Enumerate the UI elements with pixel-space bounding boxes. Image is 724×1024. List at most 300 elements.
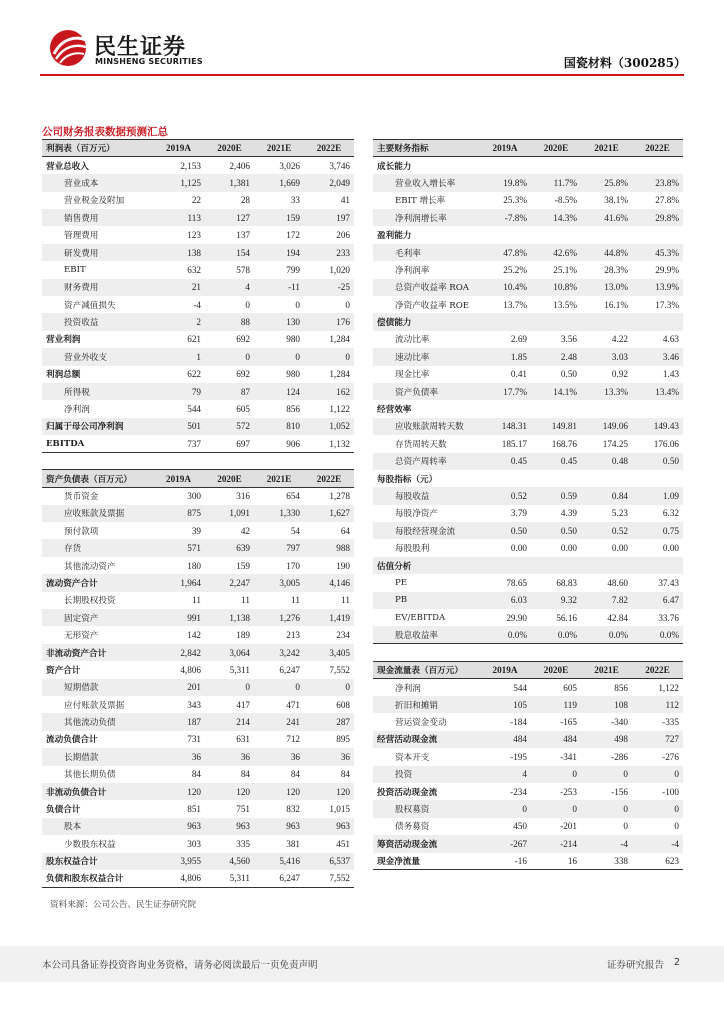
value-cell: 1,627 bbox=[304, 505, 354, 522]
value-cell: 13.0% bbox=[581, 279, 632, 296]
value-cell: 113 bbox=[152, 209, 205, 226]
value-cell: 4 bbox=[479, 766, 531, 783]
value-cell: 162 bbox=[304, 383, 354, 400]
row-label: 每股经营现金流 bbox=[373, 522, 479, 539]
table-row bbox=[373, 626, 683, 643]
value-cell: 64 bbox=[340, 525, 350, 536]
table-row bbox=[373, 435, 683, 452]
value-cell: 0 bbox=[674, 821, 679, 832]
value-cell: 6.32 bbox=[662, 508, 679, 519]
value-cell: 2,406 bbox=[229, 160, 250, 171]
row-label: 其他流动负债 bbox=[42, 713, 152, 730]
value-cell bbox=[531, 557, 581, 574]
value-cell: 241 bbox=[254, 713, 304, 730]
header-divider bbox=[40, 74, 684, 76]
table-row bbox=[42, 696, 354, 713]
value-cell: -214 bbox=[531, 835, 581, 852]
value-cell: 692 bbox=[236, 369, 250, 380]
table-row bbox=[373, 783, 683, 800]
table-row bbox=[373, 574, 683, 591]
value-cell: -267 bbox=[479, 835, 531, 852]
value-cell: 0.45 bbox=[531, 453, 581, 470]
value-cell: -286 bbox=[611, 751, 628, 762]
value-cell: 108 bbox=[581, 696, 632, 713]
value-cell: 0 bbox=[254, 348, 304, 365]
table-row bbox=[373, 400, 683, 417]
column-header: 2022E bbox=[304, 140, 354, 157]
value-cell: 1,015 bbox=[329, 804, 350, 815]
column-header: 2021E bbox=[581, 661, 632, 678]
value-cell: 1,276 bbox=[254, 609, 304, 626]
value-cell: -195 bbox=[510, 751, 527, 762]
table-row bbox=[373, 557, 683, 574]
value-cell: 6.03 bbox=[479, 592, 531, 609]
left-table-body bbox=[42, 140, 354, 888]
row-label: 货币资金 bbox=[64, 492, 99, 503]
value-cell: 10.8% bbox=[531, 279, 581, 296]
value-cell: 23.8% bbox=[632, 174, 683, 191]
value-cell: 2,049 bbox=[304, 174, 354, 191]
value-cell: 3,005 bbox=[254, 574, 304, 591]
value-cell: 25.1% bbox=[553, 264, 577, 275]
value-cell: 11 bbox=[291, 595, 300, 606]
table-header-row bbox=[42, 140, 354, 157]
column-header: 2019A bbox=[479, 140, 531, 157]
value-cell: 29.90 bbox=[506, 612, 527, 623]
value-cell bbox=[581, 313, 632, 330]
value-cell: 1,122 bbox=[658, 682, 679, 693]
value-cell: 0.0% bbox=[581, 626, 632, 643]
row-label: 管理费用 bbox=[64, 231, 99, 242]
value-cell: 471 bbox=[286, 699, 300, 710]
table-row bbox=[42, 226, 354, 243]
logo-text-cn: 民生证券 bbox=[94, 35, 187, 60]
value-cell: 233 bbox=[304, 244, 354, 261]
value-cell: 1,132 bbox=[304, 435, 354, 452]
value-cell: 168.76 bbox=[551, 438, 577, 449]
table-row bbox=[373, 418, 683, 435]
value-cell: 78.65 bbox=[506, 577, 527, 588]
value-cell: 5,311 bbox=[205, 870, 254, 887]
value-cell: -234 bbox=[510, 786, 527, 797]
value-cell: 10.4% bbox=[479, 279, 531, 296]
value-cell: 737 bbox=[152, 435, 205, 452]
table-row bbox=[373, 679, 683, 696]
value-cell: 0.50 bbox=[560, 369, 577, 380]
value-cell: 3,242 bbox=[254, 644, 304, 661]
value-cell: 4,806 bbox=[152, 870, 205, 887]
page-number: 2 bbox=[673, 957, 680, 968]
row-label: 估值分析 bbox=[373, 557, 479, 574]
row-label: 其他流动资产 bbox=[64, 561, 116, 572]
value-cell: 697 bbox=[205, 435, 254, 452]
column-header: 2022E bbox=[304, 470, 354, 487]
value-cell: 123 bbox=[187, 230, 201, 241]
row-label: 资产合计 bbox=[46, 665, 81, 676]
value-cell: 0.0% bbox=[632, 626, 683, 643]
value-cell: 6,537 bbox=[304, 853, 354, 870]
value-cell: 149.81 bbox=[531, 418, 581, 435]
row-label: EV/EBITDA bbox=[395, 612, 446, 623]
value-cell: -25 bbox=[304, 279, 354, 296]
minsheng-logo-icon bbox=[48, 28, 90, 68]
table-row bbox=[42, 313, 354, 330]
value-cell: 197 bbox=[304, 209, 354, 226]
table-row bbox=[42, 174, 354, 191]
value-cell: 142 bbox=[187, 630, 201, 641]
value-cell: 4,560 bbox=[205, 853, 254, 870]
row-label: 现金净流量 bbox=[373, 853, 479, 870]
row-label: 归属于母公司净利润 bbox=[42, 418, 152, 435]
value-cell: 112 bbox=[632, 696, 683, 713]
row-label: EBIT bbox=[64, 264, 86, 275]
value-cell: 119 bbox=[531, 696, 581, 713]
table-row bbox=[373, 853, 683, 870]
value-cell: -340 bbox=[611, 717, 628, 728]
value-cell: 37.43 bbox=[658, 577, 679, 588]
row-label: 总资产周转率 bbox=[373, 453, 479, 470]
value-cell: 1,284 bbox=[329, 334, 350, 345]
value-cell: 316 bbox=[236, 491, 250, 502]
row-label: 投资活动现金流 bbox=[377, 787, 438, 798]
table-header-row bbox=[373, 661, 683, 678]
value-cell: 3,405 bbox=[304, 644, 354, 661]
value-cell: 36 bbox=[205, 748, 254, 765]
value-cell: 189 bbox=[236, 630, 250, 641]
value-cell: 127 bbox=[205, 209, 254, 226]
row-label: 负债和股东权益合计 bbox=[42, 870, 152, 887]
value-cell: -11 bbox=[254, 279, 304, 296]
value-cell bbox=[581, 470, 632, 487]
value-cell: 2 bbox=[152, 313, 205, 330]
value-cell: 498 bbox=[581, 731, 632, 748]
row-label: 营运资金变动 bbox=[395, 718, 447, 729]
value-cell: 79 bbox=[152, 383, 205, 400]
table-row bbox=[42, 818, 354, 835]
column-header: 2020E bbox=[205, 140, 254, 157]
row-label: 每股指标（元） bbox=[377, 474, 438, 485]
value-cell: 159 bbox=[254, 209, 304, 226]
value-cell: 41.6% bbox=[581, 209, 632, 226]
value-cell: 731 bbox=[187, 734, 201, 745]
row-label: 固定资产 bbox=[42, 609, 152, 626]
value-cell bbox=[632, 557, 683, 574]
value-cell: 22 bbox=[191, 195, 201, 206]
value-cell: 632 bbox=[187, 264, 201, 275]
value-cell: 33.76 bbox=[658, 612, 679, 623]
row-label: 净利润 bbox=[395, 683, 421, 694]
table-row bbox=[373, 505, 683, 522]
value-cell bbox=[581, 400, 632, 417]
value-cell: 105 bbox=[479, 696, 531, 713]
column-header: 2020E bbox=[531, 661, 581, 678]
value-cell: 41 bbox=[340, 195, 350, 206]
table-row bbox=[42, 279, 354, 296]
row-label: 股息收益率 bbox=[373, 626, 479, 643]
table-row bbox=[373, 592, 683, 609]
value-cell: 38.1% bbox=[604, 195, 628, 206]
value-cell: 176 bbox=[304, 313, 354, 330]
value-cell: 25.2% bbox=[503, 264, 527, 275]
value-cell: 3.03 bbox=[581, 348, 632, 365]
value-cell: 0 bbox=[304, 679, 354, 696]
value-cell: 727 bbox=[632, 731, 683, 748]
row-label: 投资 bbox=[373, 766, 479, 783]
value-cell: 0.00 bbox=[611, 543, 628, 554]
table-row bbox=[42, 713, 354, 730]
row-label: 营业成本 bbox=[42, 174, 152, 191]
row-label: 营业税金及附加 bbox=[64, 196, 125, 207]
value-cell: 7,552 bbox=[329, 664, 350, 675]
value-cell: 42 bbox=[240, 525, 250, 536]
row-label: 所得税 bbox=[42, 383, 152, 400]
value-cell: 0 bbox=[304, 348, 354, 365]
table-row bbox=[373, 157, 683, 174]
value-cell: 0.45 bbox=[479, 453, 531, 470]
value-cell: 1,284 bbox=[329, 369, 350, 380]
spacer-row bbox=[373, 644, 683, 661]
spacer-cell bbox=[42, 453, 354, 470]
value-cell: -8.5% bbox=[554, 195, 577, 206]
table-row bbox=[42, 209, 354, 226]
value-cell: 120 bbox=[205, 783, 254, 800]
row-label: 筹资活动现金流 bbox=[373, 835, 479, 852]
value-cell: 19.8% bbox=[479, 174, 531, 191]
table-row bbox=[373, 453, 683, 470]
value-cell: 48.60 bbox=[607, 577, 628, 588]
value-cell: 138 bbox=[152, 244, 205, 261]
row-label: EBIT 增长率 bbox=[395, 196, 446, 207]
value-cell: 0 bbox=[531, 766, 581, 783]
value-cell: 622 bbox=[187, 369, 201, 380]
value-cell: 2,842 bbox=[152, 644, 205, 661]
column-header: 2019A bbox=[152, 470, 205, 487]
table-row bbox=[42, 539, 354, 556]
column-header: 2020E bbox=[531, 140, 581, 157]
row-label: 投资收益 bbox=[42, 313, 152, 330]
table-row bbox=[373, 818, 683, 835]
row-label: 偿债能力 bbox=[373, 313, 479, 330]
value-cell: 3.46 bbox=[632, 348, 683, 365]
value-cell: 571 bbox=[152, 539, 205, 556]
table-row bbox=[373, 331, 683, 348]
value-cell: 174.25 bbox=[602, 438, 628, 449]
value-cell: 980 bbox=[286, 334, 300, 345]
value-cell: -100 bbox=[662, 786, 679, 797]
value-cell: 963 bbox=[254, 818, 304, 835]
row-label: 应收账款周转天数 bbox=[373, 418, 479, 435]
value-cell: 1,330 bbox=[254, 505, 304, 522]
row-label: 营业利润 bbox=[46, 335, 81, 346]
value-cell: 0 bbox=[623, 821, 628, 832]
value-cell: 963 bbox=[304, 818, 354, 835]
value-cell: 0 bbox=[632, 800, 683, 817]
value-cell: 797 bbox=[254, 539, 304, 556]
value-cell: 631 bbox=[236, 734, 250, 745]
table-row bbox=[42, 731, 354, 748]
value-cell: 27.8% bbox=[655, 195, 679, 206]
row-label: 现金流量表（百万元） bbox=[373, 661, 479, 678]
table-row bbox=[373, 713, 683, 730]
value-cell: 0 bbox=[245, 299, 250, 310]
value-cell: 11 bbox=[192, 595, 201, 606]
value-cell: 343 bbox=[187, 699, 201, 710]
table-row bbox=[42, 644, 354, 661]
value-cell: -16 bbox=[479, 853, 531, 870]
value-cell: 17.7% bbox=[479, 383, 531, 400]
row-label: 应付账款及票据 bbox=[64, 700, 125, 711]
value-cell bbox=[632, 157, 683, 174]
row-label: 债务募资 bbox=[395, 822, 430, 833]
value-cell: 9.32 bbox=[531, 592, 581, 609]
value-cell: 14.1% bbox=[531, 383, 581, 400]
table-header-row bbox=[42, 470, 354, 487]
value-cell: 172 bbox=[286, 230, 300, 241]
row-label: 净利润率 bbox=[395, 265, 430, 276]
row-label: 流动负债合计 bbox=[46, 735, 98, 746]
value-cell: 0.50 bbox=[479, 522, 531, 539]
value-cell: 0.00 bbox=[510, 543, 527, 554]
value-cell: -7.8% bbox=[479, 209, 531, 226]
table-row bbox=[373, 261, 683, 278]
value-cell: 13.9% bbox=[632, 279, 683, 296]
value-cell: 33 bbox=[290, 195, 300, 206]
row-label: 利润表（百万元） bbox=[42, 140, 152, 157]
value-cell: 13.4% bbox=[632, 383, 683, 400]
table-row bbox=[42, 800, 354, 817]
row-label: 其他长期负债 bbox=[64, 770, 116, 781]
value-cell: 4 bbox=[205, 279, 254, 296]
value-cell: 335 bbox=[236, 838, 250, 849]
value-cell: 621 bbox=[187, 334, 201, 345]
value-cell: 0.0% bbox=[531, 626, 581, 643]
value-cell bbox=[581, 157, 632, 174]
row-label: 现金比率 bbox=[395, 370, 430, 381]
value-cell: -4 bbox=[632, 835, 683, 852]
page-footer bbox=[0, 946, 724, 982]
value-cell: 88 bbox=[205, 313, 254, 330]
value-cell: 16.1% bbox=[604, 299, 628, 310]
value-cell bbox=[531, 313, 581, 330]
value-cell: 3,064 bbox=[205, 644, 254, 661]
value-cell: 6,247 bbox=[254, 870, 304, 887]
value-cell: 856 bbox=[614, 682, 628, 693]
value-cell: 36 bbox=[254, 748, 304, 765]
value-cell: 25.3% bbox=[503, 195, 527, 206]
row-label: 经营效率 bbox=[377, 405, 412, 416]
value-cell: 45.3% bbox=[632, 244, 683, 261]
table-row bbox=[373, 313, 683, 330]
value-cell bbox=[531, 226, 581, 243]
value-cell: 1,381 bbox=[205, 174, 254, 191]
table-row bbox=[373, 539, 683, 556]
value-cell bbox=[479, 557, 531, 574]
value-cell: 0.52 bbox=[479, 487, 531, 504]
value-cell bbox=[479, 157, 531, 174]
row-label: 非流动负债合计 bbox=[42, 783, 152, 800]
value-cell: 180 bbox=[187, 560, 201, 571]
table-row bbox=[42, 244, 354, 261]
value-cell: 21 bbox=[152, 279, 205, 296]
value-cell: 4,806 bbox=[180, 664, 201, 675]
table-row bbox=[42, 418, 354, 435]
column-header: 2021E bbox=[581, 140, 632, 157]
row-label: 净利润 bbox=[64, 405, 90, 416]
value-cell: -335 bbox=[662, 717, 679, 728]
row-label: 利润总额 bbox=[46, 370, 81, 381]
value-cell: 3.79 bbox=[510, 508, 527, 519]
row-label: 存货 bbox=[42, 539, 152, 556]
value-cell: 1.85 bbox=[479, 348, 531, 365]
value-cell: 7.82 bbox=[581, 592, 632, 609]
row-label: 每股净资产 bbox=[395, 509, 438, 520]
value-cell: 0 bbox=[581, 800, 632, 817]
value-cell: 338 bbox=[581, 853, 632, 870]
value-cell: 1.09 bbox=[632, 487, 683, 504]
value-cell: 29.8% bbox=[632, 209, 683, 226]
value-cell: 0 bbox=[254, 679, 304, 696]
table-row bbox=[373, 696, 683, 713]
table-row bbox=[42, 766, 354, 783]
value-cell: 36 bbox=[152, 748, 205, 765]
row-label: PE bbox=[395, 577, 408, 588]
row-label: 非流动资产合计 bbox=[42, 644, 152, 661]
row-label: 股本 bbox=[42, 818, 152, 835]
value-cell: 2,153 bbox=[180, 160, 201, 171]
table-row bbox=[42, 661, 354, 678]
value-cell: 451 bbox=[336, 838, 350, 849]
value-cell: 0.00 bbox=[560, 543, 577, 554]
table-row bbox=[373, 800, 683, 817]
value-cell: 44.8% bbox=[581, 244, 632, 261]
value-cell: 0.75 bbox=[632, 522, 683, 539]
value-cell: 0 bbox=[479, 800, 531, 817]
value-cell: 87 bbox=[205, 383, 254, 400]
table-row bbox=[42, 592, 354, 609]
table-row bbox=[42, 435, 354, 452]
value-cell: -184 bbox=[510, 717, 527, 728]
table-row bbox=[42, 366, 354, 383]
value-cell: 484 bbox=[531, 731, 581, 748]
row-label: 销售费用 bbox=[42, 209, 152, 226]
value-cell: 213 bbox=[286, 630, 300, 641]
value-cell: 639 bbox=[205, 539, 254, 556]
value-cell: 3,026 bbox=[279, 160, 300, 171]
table-header-row bbox=[373, 140, 683, 157]
row-label: 预付款项 bbox=[64, 526, 99, 537]
value-cell bbox=[531, 400, 581, 417]
row-label: 营业外收支 bbox=[42, 348, 152, 365]
value-cell: 54 bbox=[290, 525, 300, 536]
value-cell: 751 bbox=[236, 804, 250, 815]
value-cell: 0 bbox=[581, 766, 632, 783]
table-row bbox=[373, 366, 683, 383]
column-header: 2021E bbox=[254, 140, 304, 157]
value-cell: 0.00 bbox=[662, 543, 679, 554]
value-cell: -341 bbox=[560, 751, 577, 762]
value-cell: 572 bbox=[205, 418, 254, 435]
value-cell: 0 bbox=[295, 299, 300, 310]
value-cell: 1,020 bbox=[329, 264, 350, 275]
table-row bbox=[373, 748, 683, 765]
value-cell: 13.7% bbox=[503, 299, 527, 310]
row-label: 流动资产合计 bbox=[42, 574, 152, 591]
value-cell: 42.84 bbox=[607, 612, 628, 623]
value-cell bbox=[479, 470, 531, 487]
value-cell: 154 bbox=[205, 244, 254, 261]
value-cell: 991 bbox=[152, 609, 205, 626]
value-cell: 13.3% bbox=[581, 383, 632, 400]
